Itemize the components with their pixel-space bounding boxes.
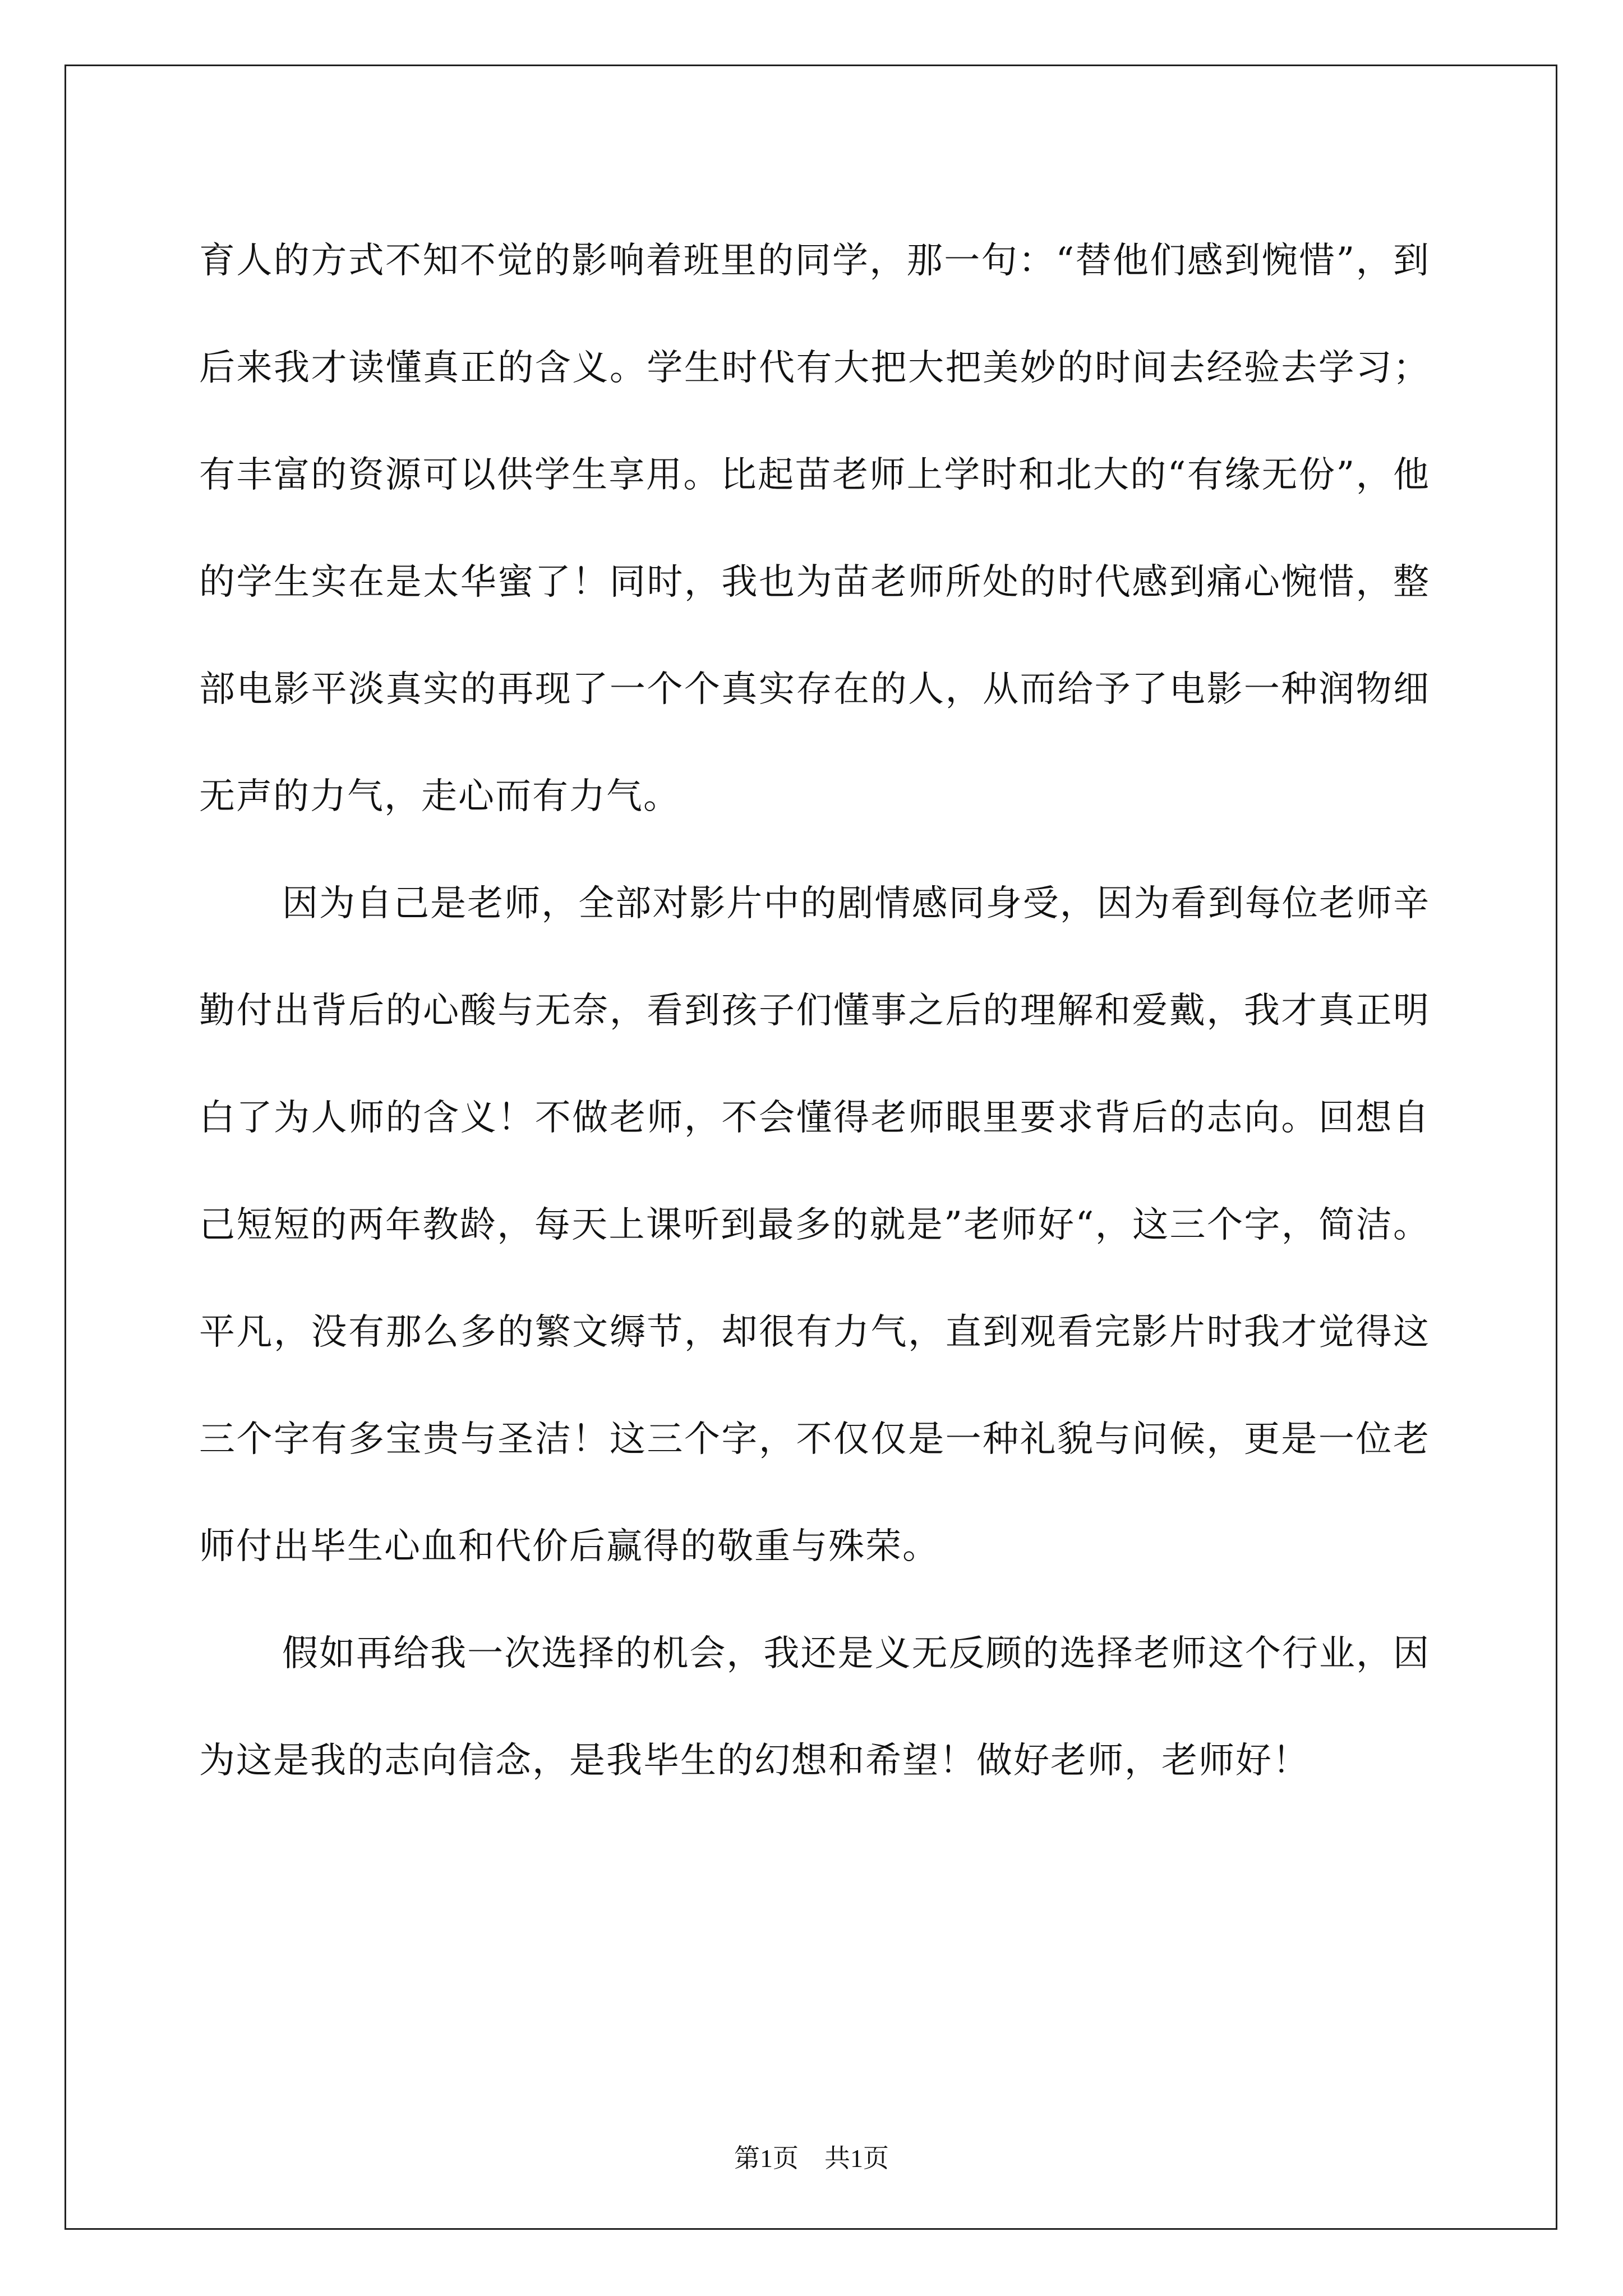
- page-number-total: 共1页: [824, 2144, 889, 2173]
- paragraph-3: 假如再给我一次选择的机会，我还是义无反顾的选择老师这个行业，因为这是我的志向信念，是我毕生的幻想和希望！做好老师，老师好！: [199, 1633, 1430, 1782]
- paragraph-2: 因为自己是老师，全部对影片中的剧情感同身受，因为看到每位老师辛勤付出背后的心酸与无奈，看到孩子们懂事之后的理解和爱戴，我才真正明白了为人师的含义！不做老师，不会懂得老师眼里要求背后的志向。回想自己短短的两年教龄，每天上课听到最多的就是”老师好“，这三个字，简洁。平凡，没有那么多的繁文缛节，却很有力气，直到观看完影片时我才觉得这三个字有多宝贵与圣洁！这三个字，不仅仅是一种礼貌与问候，更是一位老师付出毕生心血和代价后赢得的敬重与殊荣。: [199, 883, 1430, 1567]
- document-body: [199, 208, 1430, 1815]
- page-footer: [0, 2142, 1623, 2175]
- page-number-current: 第1页: [734, 2144, 799, 2173]
- paragraph-1: 育人的方式不知不觉的影响着班里的同学，那一句：“替他们感到惋惜”，到后来我才读懂真正的含义。学生时代有大把大把美妙的时间去经验去学习；有丰富的资源可以供学生享用。比起苗老师上学时和北大的“有缘无份”，他的学生实在是太华蜜了！同时，我也为苗老师所处的时代感到痛心惋惜，整部电影平淡真实的再现了一个个真实存在的人，从而给予了电影一种润物细无声的力气，走心而有力气。: [199, 240, 1430, 817]
